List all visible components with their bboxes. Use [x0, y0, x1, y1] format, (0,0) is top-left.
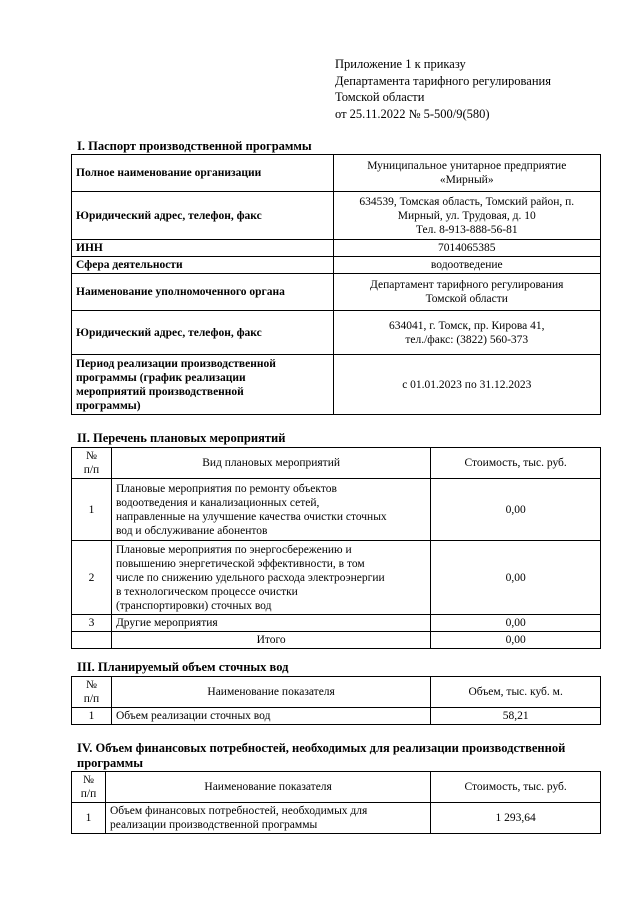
appendix-line-4: от 25.11.2022 № 5-500/9(580) — [335, 106, 490, 121]
table-row — [72, 479, 601, 541]
passport-table — [71, 154, 601, 415]
total-num-empty — [72, 632, 112, 649]
appendix-line-2: Департамента тарифного регулирования — [335, 73, 551, 88]
row-label: Наименование уполномоченного органа — [72, 274, 334, 311]
row-value: 1 293,64 — [431, 803, 601, 834]
table-row — [72, 311, 601, 355]
table-row — [72, 708, 601, 725]
row-name: Плановые мероприятия по ремонту объектов водоотведения и канализационных сетей, направленные на улучшение качества очистки сточных вод и обслуживание абонентов — [111, 479, 430, 541]
header-num: № п/п — [72, 772, 106, 803]
row-value: 58,21 — [431, 708, 601, 725]
table-header-row — [72, 772, 601, 803]
row-num: 1 — [72, 708, 112, 725]
total-label: Итого — [111, 632, 430, 649]
table-row — [72, 615, 601, 632]
table-header-row — [72, 448, 601, 479]
table-row — [72, 192, 601, 240]
row-value: с 01.01.2023 по 31.12.2023 — [333, 355, 600, 415]
total-value: 0,00 — [431, 632, 601, 649]
row-value: Муниципальное унитарное предприятие «Мирный» — [333, 155, 600, 192]
table-total-row — [72, 632, 601, 649]
row-num: 1 — [72, 479, 112, 541]
section-2-title: II. Перечень плановых мероприятий — [77, 431, 286, 445]
table-row — [72, 274, 601, 311]
row-name: Другие мероприятия — [111, 615, 430, 632]
row-value: 634539, Томская область, Томский район, п. Мирный, ул. Трудовая, д. 10 Тел. 8-913-888-56-81 — [333, 192, 600, 240]
row-label: Юридический адрес, телефон, факс — [72, 311, 334, 355]
row-name: Плановые мероприятия по энергосбережению и повышению энергетической эффективности, в том числе по снижению удельного расхода электроэнергии в технологическом процессе очистки (транспортировки) сточных вод — [111, 541, 430, 615]
appendix-line-3: Томской области — [335, 90, 425, 104]
row-value: Департамент тарифного регулирования Томской области — [333, 274, 600, 311]
header-name: Наименование показателя — [111, 677, 430, 708]
table-row — [72, 803, 601, 834]
header-cost: Стоимость, тыс. руб. — [431, 448, 601, 479]
wastewater-table — [71, 676, 601, 725]
row-value: водоотведение — [333, 257, 600, 274]
row-num: 3 — [72, 615, 112, 632]
row-cost: 0,00 — [431, 615, 601, 632]
header-cost: Стоимость, тыс. руб. — [431, 772, 601, 803]
header-num: № п/п — [72, 677, 112, 708]
row-cost: 0,00 — [431, 541, 601, 615]
table-row — [72, 240, 601, 257]
table-row — [72, 257, 601, 274]
section-3-title: III. Планируемый объем сточных вод — [77, 660, 289, 674]
row-value: 7014065385 — [333, 240, 600, 257]
header-num: № п/п — [72, 448, 112, 479]
table-row — [72, 541, 601, 615]
row-label: ИНН — [72, 240, 334, 257]
row-label: Сфера деятельности — [72, 257, 334, 274]
table-header-row — [72, 677, 601, 708]
header-name: Вид плановых мероприятий — [111, 448, 430, 479]
finance-table — [71, 771, 601, 834]
appendix-line-1: Приложение 1 к приказу — [335, 57, 466, 71]
row-num: 2 — [72, 541, 112, 615]
header-name: Наименование показателя — [105, 772, 430, 803]
section-1-title: I. Паспорт производственной программы — [77, 139, 312, 153]
row-value: 634041, г. Томск, пр. Кирова 41, тел./факс: (3822) 560-373 — [333, 311, 600, 355]
row-label: Период реализации производственной программы (график реализации мероприятий производственной программы) — [72, 355, 334, 415]
row-label: Юридический адрес, телефон, факс — [72, 192, 334, 240]
row-name: Объем финансовых потребностей, необходимых для реализации производственной программы — [105, 803, 430, 834]
row-num: 1 — [72, 803, 106, 834]
activities-table — [71, 447, 601, 649]
appendix-header — [335, 56, 551, 122]
table-row — [72, 355, 601, 415]
section-4-title: IV. Объем финансовых потребностей, необходимых для реализации производственной программы — [77, 741, 566, 770]
row-name: Объем реализации сточных вод — [111, 708, 430, 725]
table-row — [72, 155, 601, 192]
row-label: Полное наименование организации — [72, 155, 334, 192]
row-cost: 0,00 — [431, 479, 601, 541]
header-value: Объем, тыс. куб. м. — [431, 677, 601, 708]
